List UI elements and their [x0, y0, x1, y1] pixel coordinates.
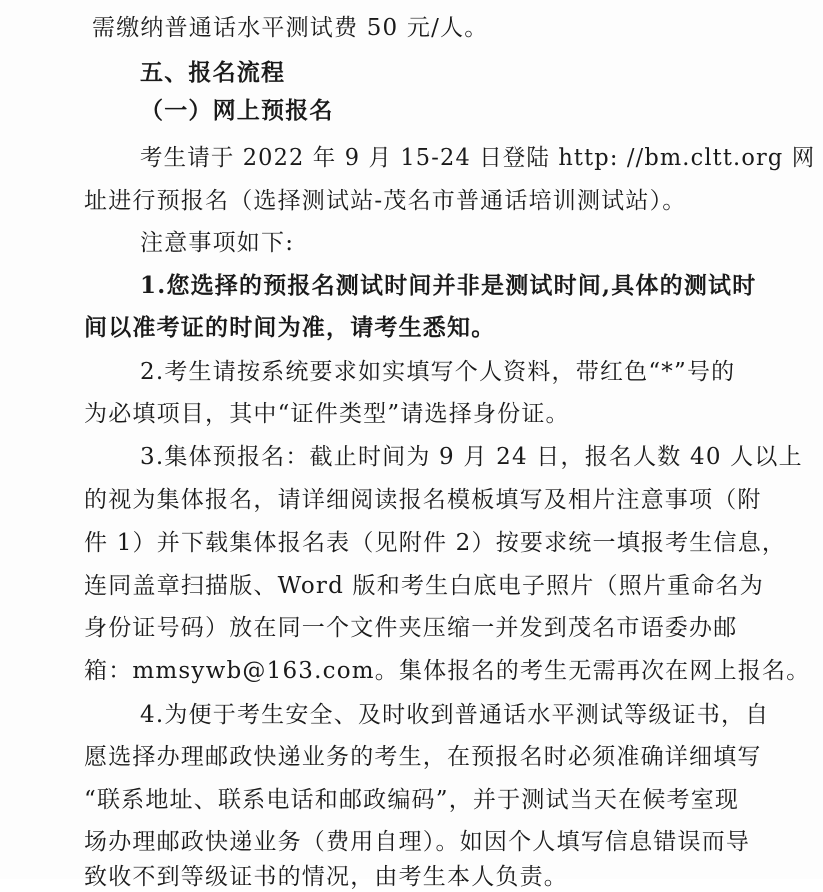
subsection-heading-online-preregistration: （一）网上预报名: [140, 97, 334, 124]
note-4-line: 致收不到等级证书的情况，由考生本人负责。: [84, 864, 568, 890]
section-heading-registration-process: 五、报名流程: [140, 59, 286, 86]
paragraph-line: 址进行预报名（选择测试站-茂名市普通话培训测试站）。: [84, 188, 687, 214]
paragraph-line-fee: 需缴纳普通话水平测试费 50 元/人。: [92, 15, 489, 41]
note-3-line: 件 1）并下载集体报名表（见附件 2）按要求统一填报考生信息，: [84, 530, 787, 556]
note-2-line: 为必填项目，其中“证件类型”请选择身份证。: [84, 401, 570, 427]
note-3-line: 连同盖章扫描版、Word 版和考生白底电子照片（照片重命名为: [84, 573, 764, 599]
note-2-line: 2.考生请按系统要求如实填写个人资料，带红色“*”号的: [140, 359, 736, 385]
note-3-line: 的视为集体报名，请详细阅读报名模板填写及相片注意事项（附: [84, 487, 762, 513]
paragraph-line: 考生请于 2022 年 9 月 15-24 日登陆 http: //bm.cltt.org 网: [140, 145, 816, 171]
note-4-line: 场办理邮政快递业务（费用自理）。如因个人填写信息错误而导: [84, 829, 751, 855]
note-1-line: 1.您选择的预报名测试时间并非是测试时间,具体的测试时: [140, 272, 757, 299]
note-4-line: 愿选择办理邮政快递业务的考生，在预报名时必须准确详细填写: [84, 744, 762, 770]
note-3-line: 3.集体预报名：截止时间为 9 月 24 日，报名人数 40 人以上: [140, 444, 803, 470]
note-3-line: 身份证号码）放在同一个文件夹压缩一并发到茂名市语委办邮: [84, 615, 738, 641]
notes-intro: 注意事项如下:: [140, 230, 295, 256]
note-4-line: “联系地址、联系电话和邮政编码”，并于测试当天在候考室现: [84, 787, 740, 813]
note-1-line: 间以准考证的时间为准，请考生悉知。: [84, 314, 496, 341]
note-3-line-email: 箱：mmsywb@163.com。集体报名的考生无需再次在网上报名。: [84, 658, 811, 684]
note-4-line: 4.为便于考生安全、及时收到普通话水平测试等级证书，自: [140, 702, 770, 728]
